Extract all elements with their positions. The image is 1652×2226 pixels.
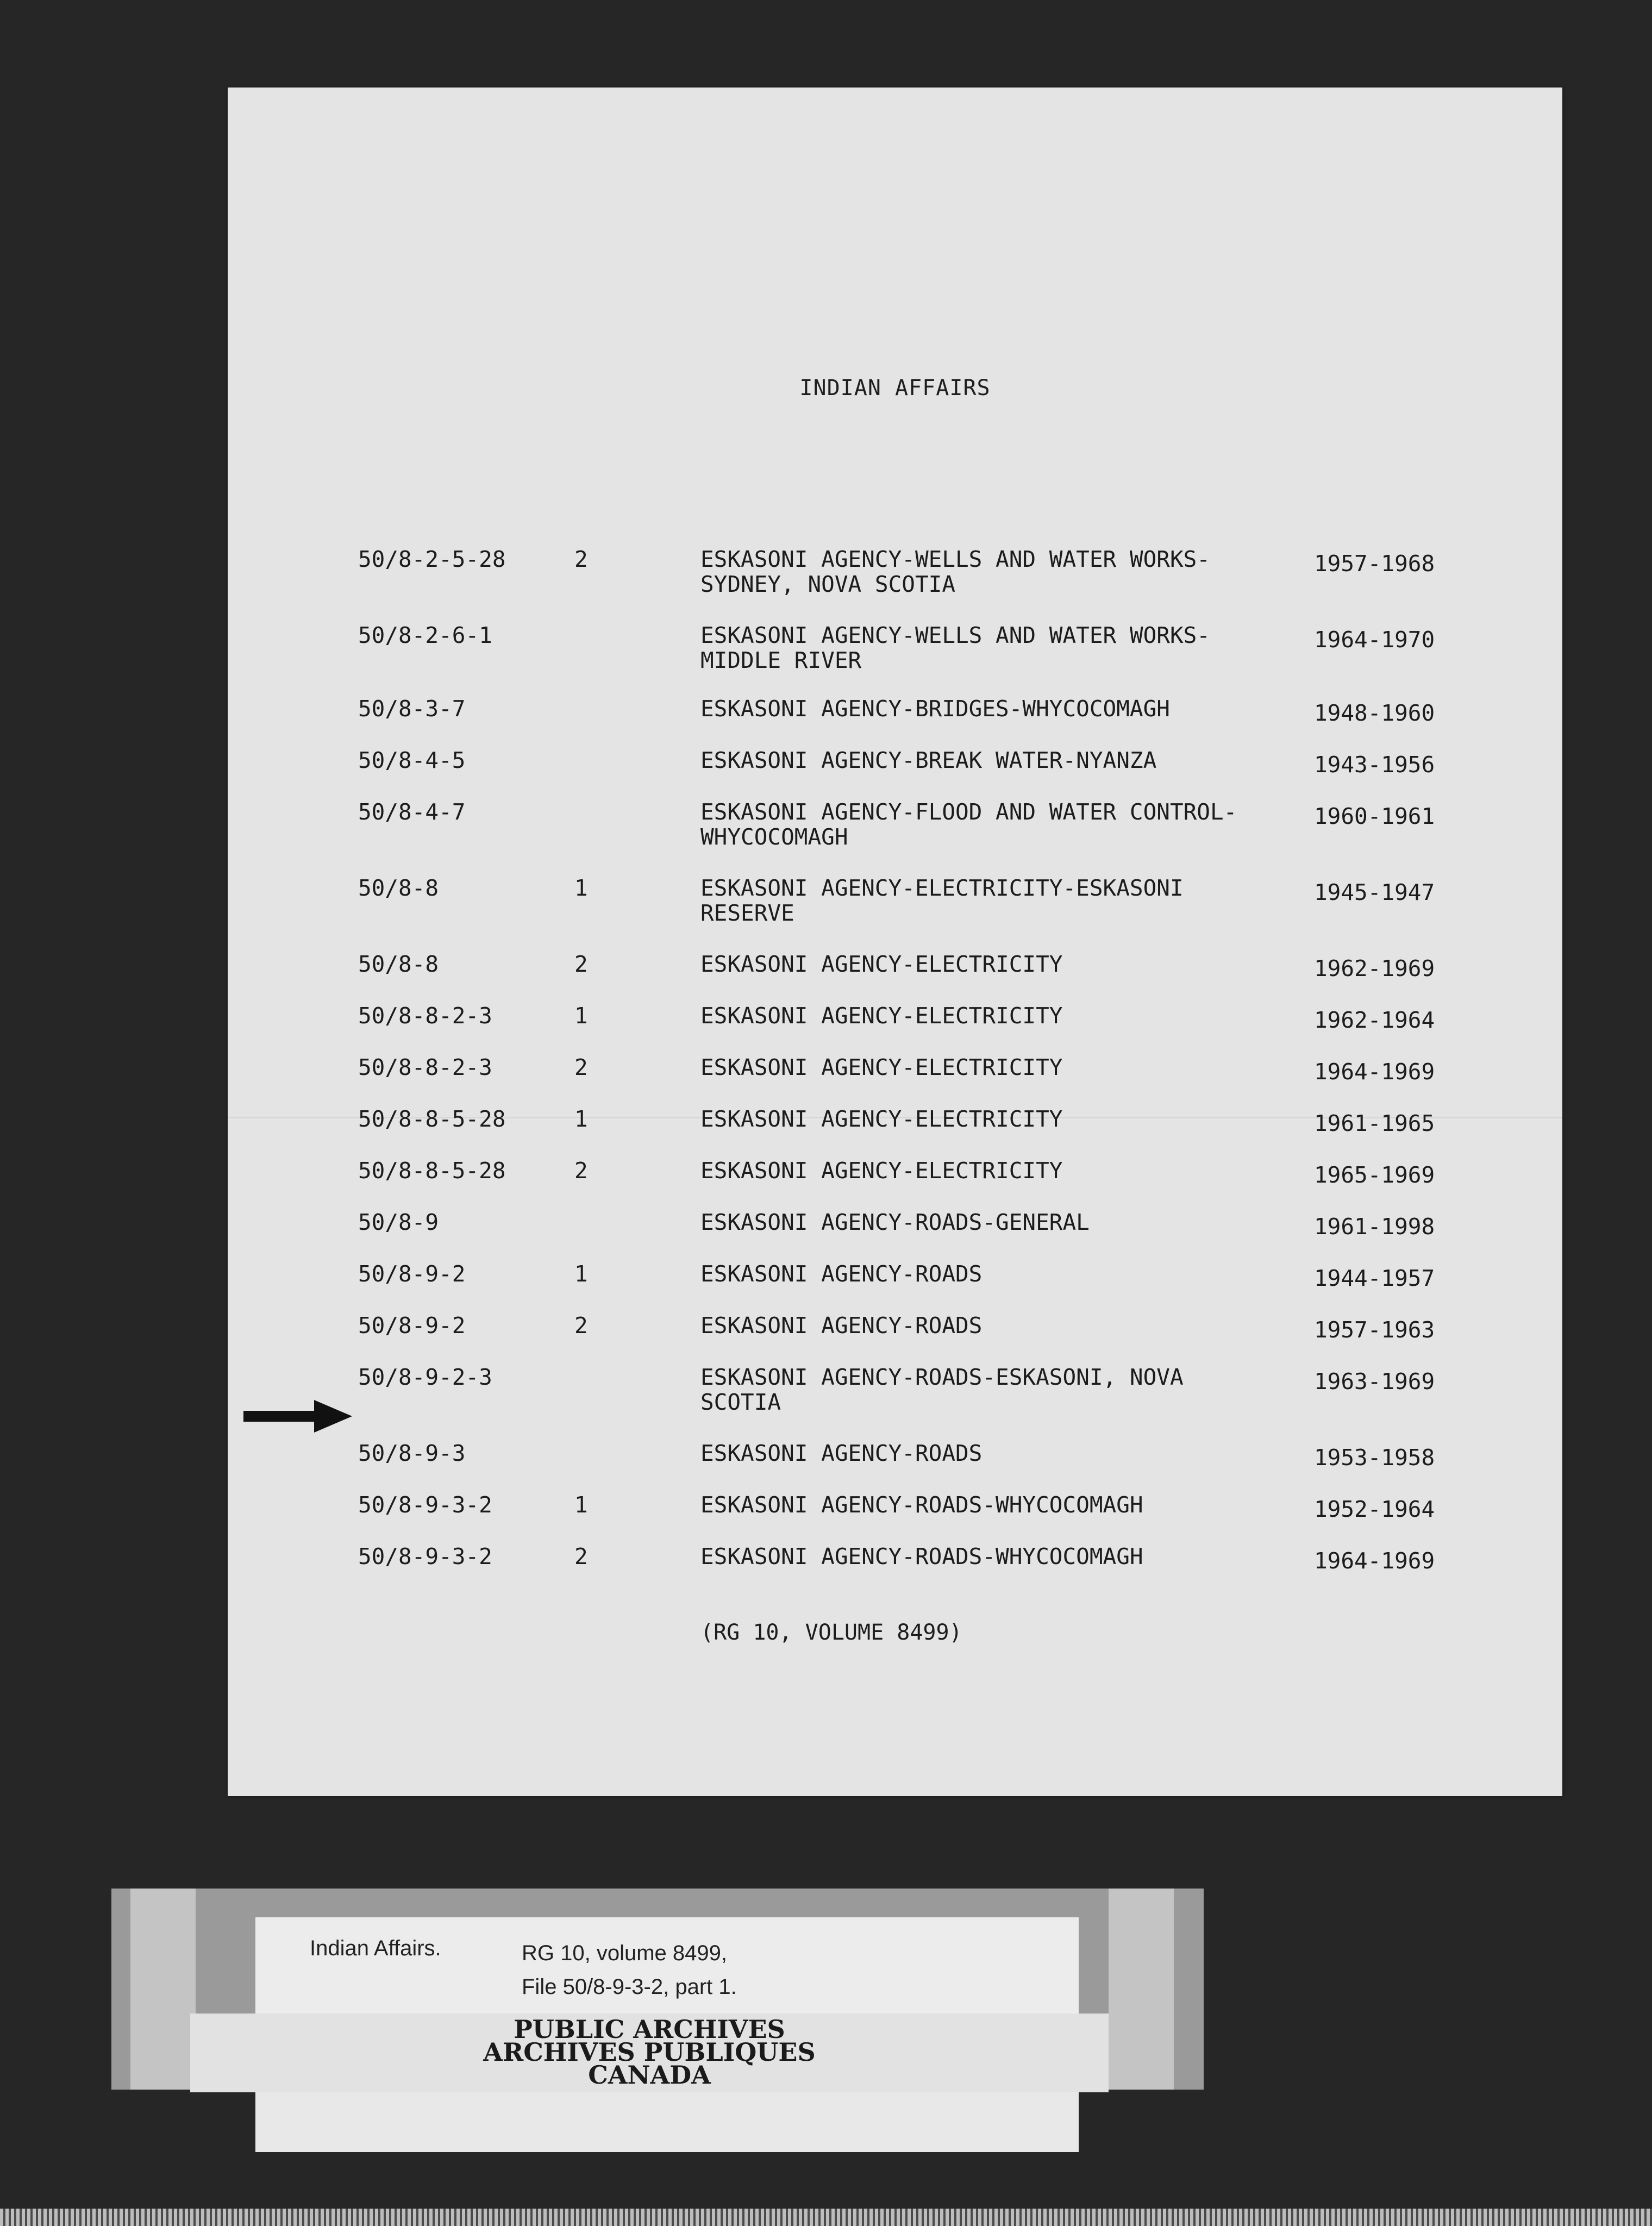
date-range: 1963-1969 [1314, 1368, 1435, 1395]
part-number: 2 [574, 1312, 588, 1339]
file-description: ESKASONI AGENCY-ROADS [700, 1312, 983, 1339]
date-range: 1962-1969 [1314, 955, 1435, 981]
file-number: 50/8-3-7 [358, 696, 466, 722]
part-number: 1 [574, 1003, 588, 1029]
file-description: ESKASONI AGENCY-ROADS-ESKASONI, NOVA SCOTIA [700, 1364, 1184, 1415]
file-number: 50/8-9 [358, 1209, 439, 1235]
reference-label-card [255, 1917, 1079, 2015]
document-title: INDIAN AFFAIRS [799, 376, 991, 401]
part-number: 2 [574, 546, 588, 572]
part-number: 1 [574, 1492, 588, 1518]
part-number: 2 [574, 1054, 588, 1080]
part-number: 2 [574, 1158, 588, 1184]
file-number: 50/8-4-5 [358, 747, 466, 773]
file-number: 50/8-9-3-2 [358, 1492, 492, 1518]
file-description: ESKASONI AGENCY-ROADS-WHYCOCOMAGH [700, 1543, 1143, 1570]
file-description: ESKASONI AGENCY-ELECTRICITY [700, 951, 1063, 977]
film-edge [0, 2209, 1652, 2226]
date-range: 1943-1956 [1314, 752, 1435, 778]
file-number: 50/8-8 [358, 951, 439, 977]
file-number: 50/8-9-2 [358, 1261, 466, 1287]
part-number: 1 [574, 1261, 588, 1287]
date-range: 1945-1947 [1314, 879, 1435, 905]
date-range: 1952-1964 [1314, 1496, 1435, 1522]
part-number: 2 [574, 1543, 588, 1570]
file-description: ESKASONI AGENCY-ROADS-GENERAL [700, 1209, 1090, 1235]
archives-stamp [190, 2014, 1109, 2092]
file-description: ESKASONI AGENCY-WELLS AND WATER WORKS- MIDDLE RIVER [700, 622, 1210, 673]
file-description: ESKASONI AGENCY-ELECTRICITY-ESKASONI RESERVE [700, 875, 1184, 926]
file-number: 50/8-9-2 [358, 1312, 466, 1339]
file-number: 50/8-9-3-2 [358, 1543, 492, 1570]
date-range: 1957-1968 [1314, 551, 1435, 577]
file-number: 50/8-8 [358, 875, 439, 901]
archives-stamp-text: PUBLIC ARCHIVES ARCHIVES PUBLIQUES CANADA [483, 2015, 816, 2090]
date-range: 1960-1961 [1314, 803, 1435, 829]
date-range: 1964-1969 [1314, 1059, 1435, 1085]
file-reference: RG 10, volume 8499, File 50/8-9-3-2, part 1. [522, 1941, 737, 1999]
file-description: ESKASONI AGENCY-FLOOD AND WATER CONTROL- WHYCOCOMAGH [700, 799, 1237, 850]
date-range: 1948-1960 [1314, 700, 1435, 726]
file-number: 50/8-9-2-3 [358, 1364, 492, 1390]
date-range: 1964-1969 [1314, 1548, 1435, 1574]
part-number: 2 [574, 951, 588, 977]
holder-edge [130, 1889, 196, 2090]
file-description: ESKASONI AGENCY-ROADS [700, 1261, 983, 1287]
file-number: 50/8-9-3 [358, 1440, 466, 1466]
department-label: Indian Affairs. [310, 1936, 441, 1960]
part-number: 1 [574, 875, 588, 901]
date-range: 1961-1998 [1314, 1214, 1435, 1240]
date-range: 1953-1958 [1314, 1445, 1435, 1471]
date-range: 1962-1964 [1314, 1007, 1435, 1033]
date-range: 1961-1965 [1314, 1110, 1435, 1136]
file-number: 50/8-8-2-3 [358, 1003, 492, 1029]
file-number: 50/8-2-6-1 [358, 622, 492, 648]
file-number: 50/8-2-5-28 [358, 546, 506, 572]
arrow-right-icon [243, 1400, 352, 1433]
date-range: 1964-1970 [1314, 627, 1435, 653]
file-description: ESKASONI AGENCY-ELECTRICITY [700, 1158, 1063, 1184]
file-description: ESKASONI AGENCY-BRIDGES-WHYCOCOMAGH [700, 696, 1170, 722]
file-description: ESKASONI AGENCY-ROADS-WHYCOCOMAGH [700, 1492, 1143, 1518]
file-description: ESKASONI AGENCY-ROADS [700, 1440, 983, 1466]
file-description: ESKASONI AGENCY-ELECTRICITY [700, 1054, 1063, 1080]
file-number: 50/8-4-7 [358, 799, 466, 825]
date-range: 1965-1969 [1314, 1162, 1435, 1188]
file-number: 50/8-8-5-28 [358, 1106, 506, 1132]
volume-reference: (RG 10, VOLUME 8499) [700, 1620, 962, 1645]
file-number: 50/8-8-5-28 [358, 1158, 506, 1184]
date-range: 1957-1963 [1314, 1317, 1435, 1343]
part-number: 1 [574, 1106, 588, 1132]
date-range: 1944-1957 [1314, 1265, 1435, 1291]
file-description: ESKASONI AGENCY-WELLS AND WATER WORKS- SYDNEY, NOVA SCOTIA [700, 546, 1210, 597]
holder-edge [1109, 1889, 1174, 2090]
file-description: ESKASONI AGENCY-ELECTRICITY [700, 1106, 1063, 1132]
document-page [228, 87, 1562, 1796]
file-description: ESKASONI AGENCY-BREAK WATER-NYANZA [700, 747, 1157, 773]
file-description: ESKASONI AGENCY-ELECTRICITY [700, 1003, 1063, 1029]
file-number: 50/8-8-2-3 [358, 1054, 492, 1080]
label-stub [255, 2092, 1079, 2152]
